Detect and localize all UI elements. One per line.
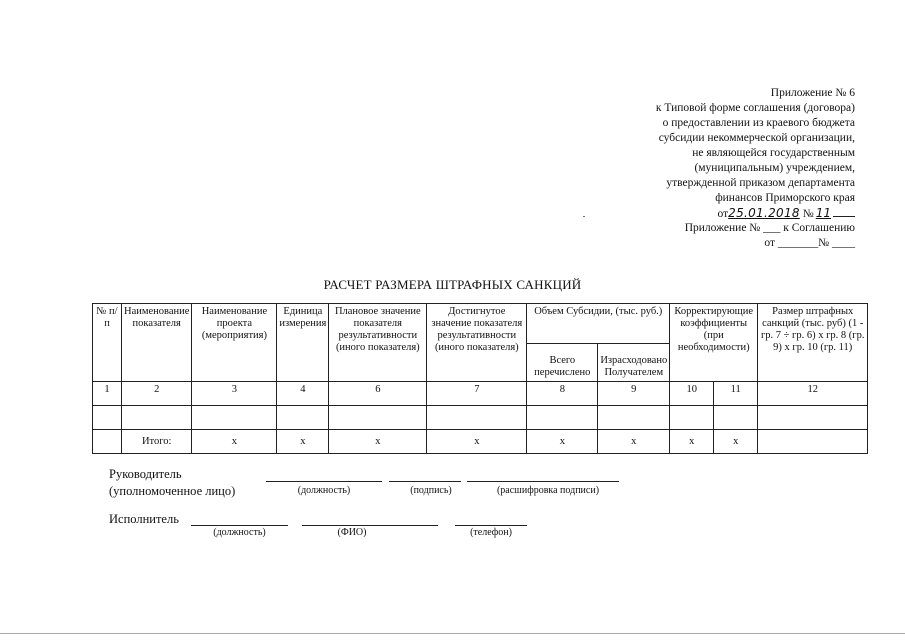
empty-cell xyxy=(192,406,277,430)
exec-position-line xyxy=(191,525,288,526)
annex-header-line: (муниципальным) учреждением, xyxy=(694,162,855,174)
document-title: РАСЧЕТ РАЗМЕРА ШТРАФНЫХ САНКЦИЙ xyxy=(323,277,582,292)
column-number: 10 xyxy=(670,382,714,406)
total-mark: х xyxy=(192,430,277,454)
total-mark: х xyxy=(329,430,427,454)
annex-header-line: о предоставлении из краевого бюджета xyxy=(662,117,855,129)
head-label-sub: (уполномоченное лицо) xyxy=(109,484,236,498)
column-number: 1 xyxy=(93,382,122,406)
annex-header-line: субсидии некоммерческой организации, xyxy=(658,132,855,144)
header-cell-planned: Плановое значение показателя результативности (иного показателя) xyxy=(329,304,427,382)
header-cell-project: Наименование проекта (мероприятия) xyxy=(192,304,277,382)
total-mark: х xyxy=(670,430,714,454)
annex-date-line xyxy=(656,206,855,222)
signature-caption: (подпись) xyxy=(410,485,452,496)
total-mark: х xyxy=(277,430,329,454)
decode-line xyxy=(467,481,619,482)
fio-caption: (ФИО) xyxy=(337,527,367,538)
empty-cell xyxy=(329,406,427,430)
column-number: 6 xyxy=(329,382,427,406)
total-mark: х xyxy=(598,430,670,454)
header-cell-subsidy: Объем Субсидии, (тыс. руб.) xyxy=(527,304,670,344)
total-row xyxy=(93,430,868,454)
table-row xyxy=(93,406,868,430)
header-cell-spent: Израсходовано Получателем xyxy=(598,344,670,382)
header-cell-penalty: Размер штрафных санкций (тыс. руб) (1 - гр. 7 ÷ гр. 6) х гр. 8 (гр. 9) х гр. 10 (гр. 11) xyxy=(758,304,868,382)
empty-cell xyxy=(670,406,714,430)
column-number: 8 xyxy=(527,382,598,406)
position-caption: (должность) xyxy=(297,485,351,496)
empty-cell xyxy=(93,406,122,430)
header-cell-transferred: Всего перечислено xyxy=(527,344,598,382)
empty-cell xyxy=(122,406,192,430)
annex-header-line: не являющейся государственным xyxy=(692,147,855,159)
column-number: 4 xyxy=(277,382,329,406)
empty-cell xyxy=(427,406,527,430)
total-label: Итого: xyxy=(122,430,192,454)
number-prefix: № xyxy=(802,208,814,220)
attachment-line-2: от _______№ ____ xyxy=(764,237,855,249)
annex-header-line: Приложение № 6 xyxy=(770,87,855,99)
column-number: 12 xyxy=(758,382,868,406)
empty-cell xyxy=(93,430,122,454)
empty-cell xyxy=(714,406,758,430)
attachment-line-1: Приложение № ___ к Соглашению xyxy=(684,222,855,234)
phone-caption: (телефон) xyxy=(470,527,512,538)
scan-dot xyxy=(583,216,585,217)
head-label: Руководитель xyxy=(109,467,182,481)
header-cell-indicator: Наименование показателя xyxy=(122,304,192,382)
decode-caption: (расшифровка подписи) xyxy=(496,485,600,496)
total-mark: х xyxy=(427,430,527,454)
attachment-block xyxy=(685,221,855,251)
column-number: 7 xyxy=(427,382,527,406)
header-cell-achieved: Достигнутое значение показателя результативности (иного показателя) xyxy=(427,304,527,382)
annex-header-line: утвержденной приказом департамента xyxy=(666,177,855,189)
exec-position-caption: (должность) xyxy=(213,527,266,538)
column-number: 2 xyxy=(122,382,192,406)
column-number: 3 xyxy=(192,382,277,406)
handwritten-number: 11 xyxy=(815,206,831,220)
empty-cell xyxy=(277,406,329,430)
empty-cell xyxy=(598,406,670,430)
annex-header-line: к Типовой форме соглашения (договора) xyxy=(655,102,855,114)
header-cell-num: № п/п xyxy=(93,304,122,382)
fio-line xyxy=(302,525,438,526)
empty-cell xyxy=(758,430,868,454)
column-number: 11 xyxy=(714,382,758,406)
total-mark: х xyxy=(714,430,758,454)
empty-cell xyxy=(758,406,868,430)
page-edge-line xyxy=(0,633,905,634)
annex-header-line: финансов Приморского края xyxy=(715,192,855,204)
column-number: 9 xyxy=(598,382,670,406)
position-line xyxy=(266,481,382,482)
annex-header xyxy=(656,86,855,222)
date-prefix: от xyxy=(717,208,729,220)
signature-line xyxy=(389,481,461,482)
executor-label: Исполнитель xyxy=(109,512,179,526)
header-cell-coefficients: Корректирующие коэффициенты (при необходимости) xyxy=(670,304,758,382)
total-mark: х xyxy=(527,430,598,454)
penalty-table xyxy=(92,303,868,454)
empty-cell xyxy=(527,406,598,430)
phone-line xyxy=(455,525,527,526)
handwritten-date: 25.01.2018 xyxy=(728,206,800,220)
header-cell-unit: Единица измерения xyxy=(277,304,329,382)
